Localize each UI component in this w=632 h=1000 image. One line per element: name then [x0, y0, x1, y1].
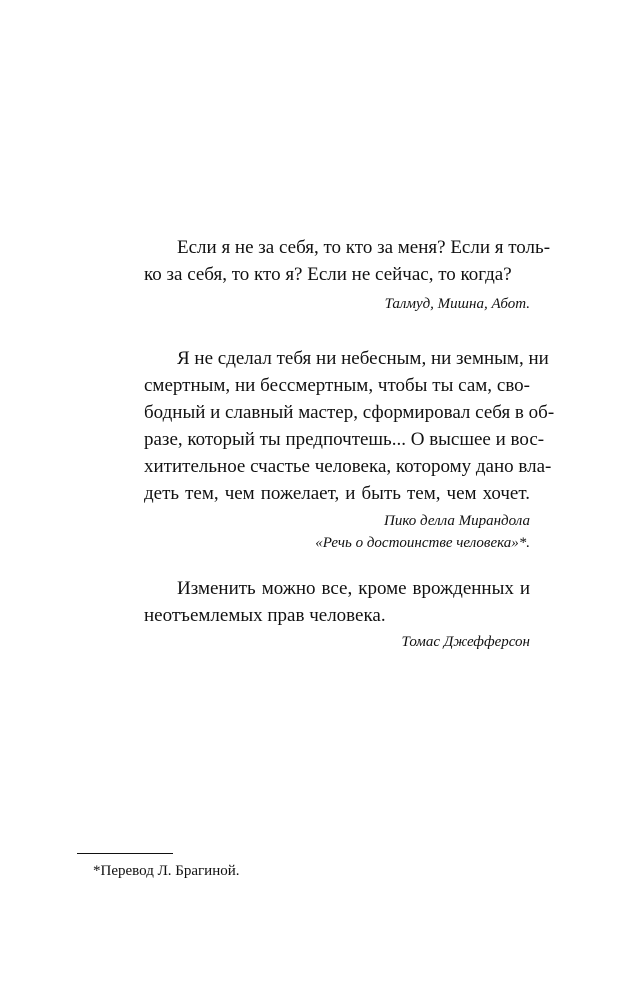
attribution: Талмуд, Мишна, Абот.	[384, 296, 530, 312]
attribution-author: Пико делла Мирандола	[384, 513, 530, 529]
footnote-rule	[77, 853, 173, 854]
quote-line: хитительное счастье человека, которому дано вла-	[144, 456, 552, 477]
quote-line: бодный и славный мастер, сформировал себя в об-	[144, 402, 555, 423]
attribution: Томас Джефферсон	[401, 634, 530, 650]
quote-line: Изменить можно все, кроме врожденных и	[177, 578, 530, 599]
quote-line: ко за себя, то кто я? Если не сейчас, то когда?	[144, 264, 512, 285]
epigraph-pico	[144, 345, 555, 554]
quote-line: Я не сделал тебя ни небесным, ни земным, ни	[177, 348, 549, 369]
quote-line: смертным, ни бессмертным, чтобы ты сам, сво-	[144, 375, 530, 396]
epigraph-jefferson	[144, 575, 530, 653]
footnote: *Перевод Л. Брагиной.	[93, 863, 240, 879]
quote-line: разе, который ты предпочтешь... О высшее и вос-	[144, 429, 545, 450]
quote-line: неотъемлемых прав человека.	[144, 605, 386, 626]
epigraph-talmud	[144, 234, 551, 315]
attribution-source: «Речь о достоинстве человека»*.	[315, 535, 530, 551]
quote-line: деть тем, чем пожелает, и быть тем, чем хочет.	[144, 483, 530, 504]
quote-line: Если я не за себя, то кто за меня? Если я толь-	[177, 237, 551, 258]
